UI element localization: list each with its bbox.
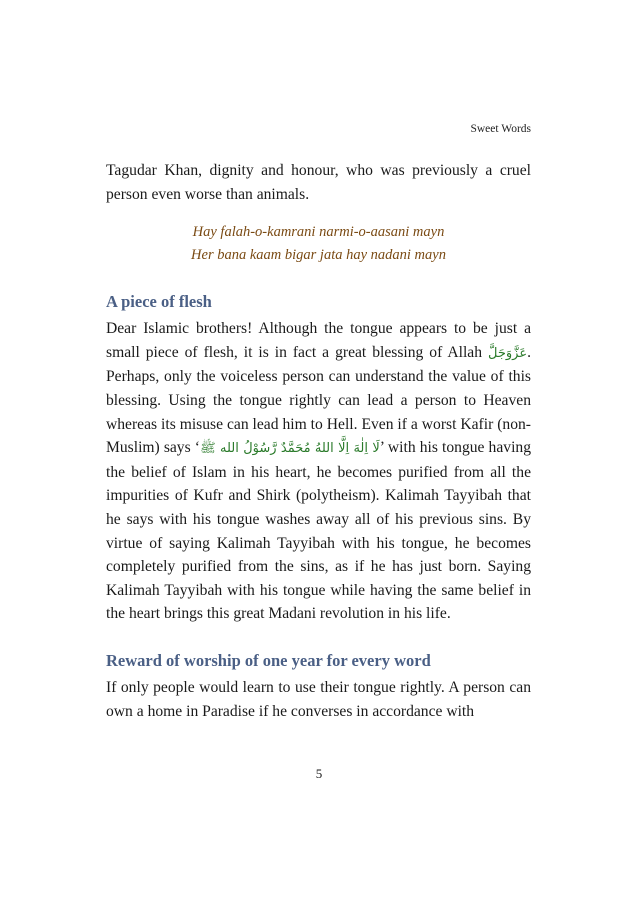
section-heading-reward: Reward of worship of one year for every word — [106, 650, 431, 670]
verse-line-2: Her bana kaam bigar jata hay nadani mayn — [191, 247, 446, 264]
paragraph-text: Dear Islamic brothers! Although the tongue appears to be just a small piece of flesh, it is in fact a great blessing of Allah — [106, 320, 531, 361]
poetry-verse — [106, 221, 531, 267]
arabic-kalimah: لَا اِلٰهَ اِلَّا اللهُ مُحَمَّدٌ رَّسُوْلُ الله ﷺ — [199, 441, 380, 457]
section-paragraph-reward: If only people would learn to use their tongue rightly. A person can own a home in Paradise if he converses in accordance with — [106, 678, 531, 720]
paragraph-text: ’ with his tongue having the belief of Islam in his heart, he becomes purified from all the impurities of Kufr and Shirk (polytheism). Kalimah Tayyibah that he says with his tongue washes away all of his previous sins. By virtue of saying Kalimah Tayyibah with his tongue, he becomes completely purified from the sins, as if he has just born. Saying Kalimah Tayyibah with his tongue while having the same belief in the heart brings this great Madani revolution in his life. — [106, 439, 531, 623]
section-heading-piece-of-flesh: A piece of flesh — [106, 292, 212, 312]
page-number: 5 — [315, 766, 323, 781]
verse-line-1: Hay falah-o-kamrani narmi-o-aasani mayn — [192, 224, 445, 241]
paragraph-text: . Perhaps, only the voiceless person can understand the value of this blessing. Using the tongue rightly can lead a person to Heaven whereas its misuse can lead him to Hell. Even if a worst Kafir (non-Muslim) says ‘ — [106, 343, 531, 457]
arabic-honorific: عَزَّوَجَلَّ — [488, 345, 528, 361]
page-body — [106, 159, 531, 723]
running-header: Sweet Words — [470, 123, 531, 135]
intro-paragraph: Tagudar Khan, dignity and honour, who was previously a cruel person even worse than animals. — [106, 162, 531, 203]
section-paragraph-piece-of-flesh — [106, 317, 531, 626]
